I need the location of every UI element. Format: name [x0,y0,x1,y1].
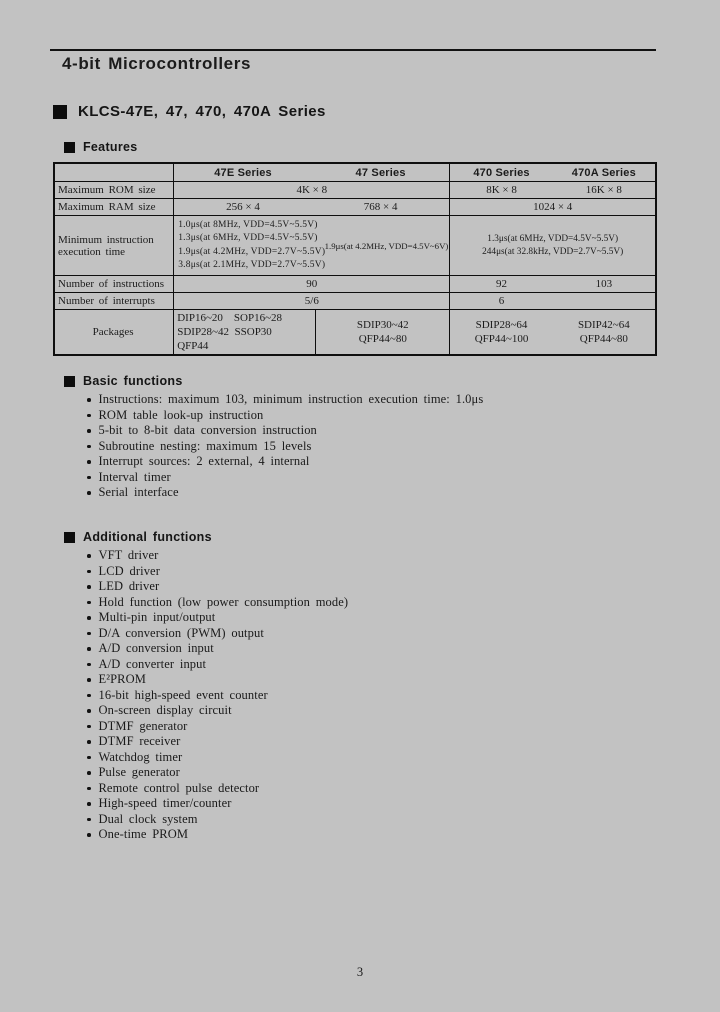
package-line: SDIP28~64 [475,319,528,331]
bullet-text: High-speed timer/counter [98,796,232,810]
additional-function-item [87,719,348,735]
doc-title: 4-bit Microcontrollers [62,54,252,73]
table-row-interrupts [55,292,655,309]
bullet-text: Instructions: maximum 103, minimum instruction execution time: 1.0μs [98,392,484,406]
square-bullet-icon [53,105,67,119]
table-row-ram [55,198,655,215]
bullet-icon [87,585,91,589]
additional-function-item [87,610,348,626]
features-heading [64,140,138,154]
additional-function-item [87,812,348,828]
bullet-text: Hold function (low power consumption mode) [98,594,349,609]
additional-functions-list [87,548,348,843]
bullet-icon [87,476,91,480]
additional-function-item [87,595,348,611]
bullet-icon [87,818,91,822]
bullet-icon [87,460,91,464]
instructions-470-value: 92 [496,278,508,290]
package-line: QFP44~100 [474,333,529,345]
exec-line: 3.8μs(at 2.1MHz, VDD=2.7V~5.5V) [178,260,326,270]
col-header-47: 47 Series [355,166,406,179]
basic-function-item [87,392,483,408]
bullet-text: VFT driver [98,548,159,562]
square-bullet-icon [64,376,75,387]
bullet-icon [87,429,91,433]
instructions-47e-47-value: 90 [306,278,318,290]
basic-function-item [87,470,483,486]
table-row-instructions [55,275,655,292]
basic-functions-heading [64,374,183,388]
packages-470 [450,310,552,354]
exec-line: 1.3μs(at 6MHz, VDD=4.5V~5.5V) [178,233,318,243]
basic-function-item [87,485,483,501]
bullet-text: Serial interface [98,485,179,499]
ram-470-470a-value: 1024 × 4 [533,201,573,213]
additional-function-item [87,796,348,812]
bullet-icon [87,647,91,651]
table-row-packages [55,309,655,354]
series-title: KLCS-47E, 47, 470, 470A Series [78,103,326,120]
bullet-icon [87,740,91,744]
additional-function-item [87,579,348,595]
additional-function-item [87,734,348,750]
series-heading [53,103,326,120]
bullet-text: DTMF generator [98,718,188,733]
additional-function-item [87,626,348,642]
col-header-470: 470 Series [473,166,530,179]
bullet-text: E²PROM [98,672,146,686]
bullet-icon [87,445,91,449]
rom-470-value: 8K × 8 [486,184,517,196]
bullet-text: ROM table look-up instruction [98,407,264,422]
col-header-47e: 47E Series [214,166,272,179]
page-number: 3 [356,965,364,979]
additional-functions-heading [64,530,212,544]
basic-functions-title: Basic functions [83,374,183,388]
bullet-icon [87,601,91,605]
packages-470a [553,310,655,354]
header-label-cell [55,164,174,181]
row-label: Minimum instruction execution time [55,216,174,275]
table-header-row [55,164,655,181]
instructions-470a-value: 103 [595,278,613,290]
packages-47e [174,310,316,354]
ram-47e-value: 256 × 4 [226,201,260,213]
bullet-text: DTMF receiver [98,734,181,748]
bullet-icon [87,570,91,574]
package-line: SDIP28~42 SSOP30 [177,326,272,338]
header-rule [50,49,656,51]
bullet-icon [87,694,91,698]
bullet-text: Remote control pulse detector [98,780,260,795]
features-title: Features [83,140,138,154]
basic-function-item [87,408,483,424]
package-line: QFP44 [177,340,209,352]
features-table [53,162,657,356]
bullet-icon [87,398,91,402]
bullet-text: Watchdog timer [98,749,183,764]
additional-function-item [87,548,348,564]
exec-line: 1.9μs(at 4.2MHz, VDD=2.7V~5.5V) [178,246,326,257]
bullet-text: A/D conversion input [98,641,214,655]
bullet-text: Interval timer [98,469,171,484]
bullet-text: On-screen display circuit [98,703,232,717]
basic-function-item [87,439,483,455]
bullet-icon [87,616,91,620]
row-label: Maximum ROM size [55,182,174,198]
row-label: Maximum RAM size [55,199,174,215]
additional-function-item [87,765,348,781]
package-line: QFP44~80 [358,333,407,345]
bullet-text: LED driver [98,579,160,593]
bullet-text: A/D converter input [98,656,207,671]
exec-470-470a-values [450,216,655,275]
exec-47e-values [178,219,325,273]
bullet-icon [87,663,91,667]
package-line: DIP16~20 SOP16~28 [177,312,283,324]
col-header-470a: 470A Series [571,166,636,179]
bullet-text: Multi-pin input/output [98,610,216,624]
bullet-icon [87,756,91,760]
exec-47-value: 1.9μs(at 4.2MHz, VDD=4.5V~6V) [324,240,449,251]
package-line: SDIP30~42 [356,319,409,331]
bullet-icon [87,771,91,775]
row-label: Number of interrupts [55,293,174,309]
bullet-text: Subroutine nesting: maximum 15 levels [98,438,312,453]
additional-function-item [87,688,348,704]
additional-function-item [87,703,348,719]
additional-function-item [87,641,348,657]
interrupts-470-470a-value: 6 [498,295,505,307]
exec-line: 1.0μs(at 8MHz, VDD=4.5V~5.5V) [178,219,318,230]
package-line: QFP44~80 [579,333,628,345]
additional-function-item [87,657,348,673]
square-bullet-icon [64,142,75,153]
additional-function-item [87,750,348,766]
packages-47 [316,310,449,354]
bullet-text: LCD driver [98,563,160,578]
basic-function-item [87,454,483,470]
bullet-text: Pulse generator [98,765,180,779]
rom-470a-value: 16K × 8 [585,184,622,196]
bullet-text: 5-bit to 8-bit data conversion instruction [98,423,317,437]
basic-function-item [87,423,483,439]
additional-function-item [87,827,348,843]
table-row-rom [55,181,655,198]
ram-47-value: 768 × 4 [363,201,398,213]
additional-function-item [87,564,348,580]
additional-functions-title: Additional functions [83,530,212,544]
row-label: Packages [55,310,174,354]
bullet-icon [87,491,91,495]
bullet-text: Interrupt sources: 2 external, 4 internal [98,454,310,468]
basic-functions-list [87,392,483,501]
bullet-icon [87,554,91,558]
table-row-exec-time [55,215,655,275]
row-label: Number of instructions [55,276,174,292]
bullet-icon [87,414,91,418]
bullet-text: D/A conversion (PWM) output [98,625,264,640]
exec-line: 1.3μs(at 6MHz, VDD=4.5V~5.5V) [487,233,619,244]
bullet-text: Dual clock system [98,811,198,826]
additional-function-item [87,672,348,688]
bullet-text: 16-bit high-speed event counter [98,687,268,702]
square-bullet-icon [64,532,75,543]
bullet-text: One-time PROM [98,827,189,841]
bullet-icon [87,787,91,791]
package-line: SDIP42~64 [577,319,630,331]
bullet-icon [87,802,91,806]
bullet-icon [87,678,91,682]
bullet-icon [87,833,91,837]
exec-line: 244μs(at 32.8kHz, VDD=2.7V~5.5V) [482,246,624,257]
bullet-icon [87,632,91,636]
additional-function-item [87,781,348,797]
bullet-icon [87,725,91,729]
rom-47e-47-value: 4K × 8 [296,184,328,196]
bullet-icon [87,709,91,713]
interrupts-47e-47-value: 5/6 [304,295,319,307]
